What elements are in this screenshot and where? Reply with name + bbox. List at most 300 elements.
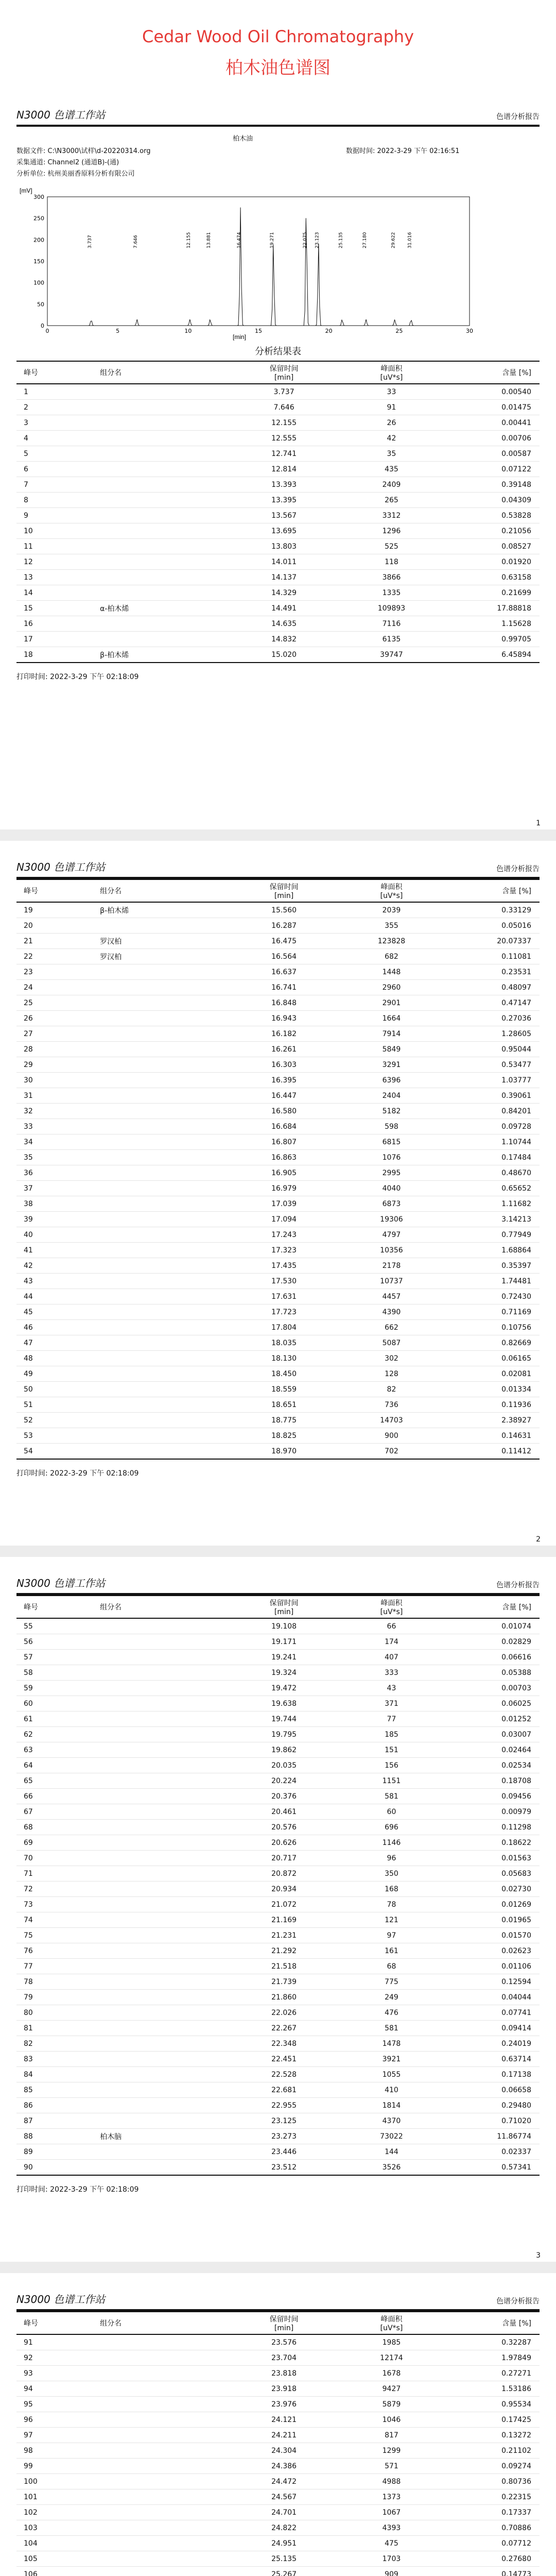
- cell-content-percent: 0.32287: [442, 2334, 540, 2350]
- cell-component-name: [99, 1681, 227, 1696]
- cell-retention-time: 24.121: [227, 2412, 341, 2428]
- cell-retention-time: 20.717: [227, 1851, 341, 1866]
- cell-peak-area: 5879: [341, 2397, 442, 2412]
- cell-component-name: [99, 1990, 227, 2005]
- cell-peak-area: 2995: [341, 1165, 442, 1181]
- table-row: [16, 1618, 540, 1634]
- cell-peak-area: 4370: [341, 2113, 442, 2129]
- cell-component-name: [99, 1165, 227, 1181]
- cell-peak-area: 1151: [341, 1773, 442, 1789]
- cell-peak-number: 45: [16, 1304, 99, 1320]
- table-row: [16, 616, 540, 632]
- cell-retention-time: 13.567: [227, 508, 341, 523]
- data-file-label: 数据文件:: [16, 147, 46, 155]
- cell-content-percent: 0.05016: [442, 918, 540, 934]
- cell-component-name: [99, 1150, 227, 1165]
- cell-peak-area: 5849: [341, 1042, 442, 1057]
- table-row: [16, 1696, 540, 1711]
- cell-peak-area: 174: [341, 1634, 442, 1650]
- cell-component-name: [99, 2551, 227, 2567]
- cell-content-percent: 0.18708: [442, 1773, 540, 1789]
- cell-retention-time: 22.955: [227, 2098, 341, 2113]
- cell-component-name: [99, 2144, 227, 2160]
- cell-content-percent: 0.01074: [442, 1618, 540, 1634]
- cell-component-name: [99, 2443, 227, 2459]
- cell-retention-time: 18.450: [227, 1366, 341, 1382]
- peak-table: [16, 361, 540, 663]
- cell-content-percent: 1.97849: [442, 2350, 540, 2366]
- cell-peak-number: 13: [16, 570, 99, 585]
- cell-peak-number: 23: [16, 964, 99, 980]
- analyst-row: [16, 168, 135, 178]
- cell-retention-time: 22.528: [227, 2067, 341, 2082]
- cell-peak-area: 2404: [341, 1088, 442, 1104]
- cell-component-name: [99, 1212, 227, 1227]
- cell-peak-number: 34: [16, 1134, 99, 1150]
- cell-peak-area: 249: [341, 1990, 442, 2005]
- cell-content-percent: 0.03007: [442, 1727, 540, 1742]
- cell-peak-area: 2039: [341, 902, 442, 918]
- cell-peak-number: 6: [16, 462, 99, 477]
- cell-retention-time: 18.559: [227, 1382, 341, 1397]
- table-row: [16, 1851, 540, 1866]
- cell-content-percent: 0.23531: [442, 964, 540, 980]
- table-row: [16, 1351, 540, 1366]
- cell-peak-area: 6873: [341, 1196, 442, 1212]
- cell-component-name: [99, 1073, 227, 1088]
- header-peak-number: 峰号: [16, 879, 99, 902]
- table-row: [16, 477, 540, 493]
- print-time-footer: [16, 1468, 545, 1478]
- print-time: 2022-3-29 下午 02:18:09: [50, 1469, 139, 1478]
- header-rt-unit: [min]: [274, 1608, 294, 1616]
- cell-component-name: [99, 2005, 227, 2021]
- cell-component-name: [99, 2350, 227, 2366]
- cell-component-name: [99, 632, 227, 647]
- cell-peak-number: 41: [16, 1243, 99, 1258]
- cell-content-percent: 0.00979: [442, 1804, 540, 1820]
- peak-table: [16, 2311, 540, 2576]
- cell-peak-number: 48: [16, 1351, 99, 1366]
- cell-component-name: 柏木脑: [99, 2129, 227, 2144]
- cell-content-percent: 0.01563: [442, 1851, 540, 1866]
- cell-retention-time: 17.631: [227, 1289, 341, 1304]
- cell-content-percent: 0.80736: [442, 2474, 540, 2489]
- cell-peak-area: 12174: [341, 2350, 442, 2366]
- cell-peak-area: 78: [341, 1897, 442, 1912]
- cell-content-percent: 0.05683: [442, 1866, 540, 1882]
- cell-component-name: α-柏木烯: [99, 601, 227, 616]
- cell-peak-number: 16: [16, 616, 99, 632]
- cell-peak-area: 265: [341, 493, 442, 508]
- cell-peak-area: 168: [341, 1882, 442, 1897]
- channel: Channel2 (通道B)-(通): [47, 159, 119, 166]
- cell-component-name: [99, 1711, 227, 1727]
- cell-peak-area: 156: [341, 1758, 442, 1773]
- cell-retention-time: 14.832: [227, 632, 341, 647]
- cell-retention-time: 21.072: [227, 1897, 341, 1912]
- cell-retention-time: 21.739: [227, 1974, 341, 1990]
- table-row: [16, 1897, 540, 1912]
- print-time-label: 打印时间:: [16, 1469, 48, 1478]
- cell-peak-number: 38: [16, 1196, 99, 1212]
- cell-content-percent: 0.39061: [442, 1088, 540, 1104]
- table-row: [16, 1011, 540, 1026]
- table-row: [16, 1119, 540, 1134]
- cell-retention-time: 21.231: [227, 1928, 341, 1943]
- cell-peak-area: 1478: [341, 2036, 442, 2052]
- table-row: [16, 1928, 540, 1943]
- cell-retention-time: 12.555: [227, 431, 341, 446]
- table-row: [16, 2536, 540, 2551]
- table-row: [16, 1444, 540, 1460]
- cell-content-percent: 0.53828: [442, 508, 540, 523]
- table-row: [16, 431, 540, 446]
- cell-peak-number: 75: [16, 1928, 99, 1943]
- cell-content-percent: 0.00587: [442, 446, 540, 462]
- cell-peak-area: 7914: [341, 1026, 442, 1042]
- cell-peak-number: 66: [16, 1789, 99, 1804]
- cell-peak-area: 82: [341, 1382, 442, 1397]
- table-row: [16, 2567, 540, 2576]
- cell-content-percent: 0.10756: [442, 1320, 540, 1335]
- cell-content-percent: 0.01475: [442, 400, 540, 415]
- table-row: [16, 1974, 540, 1990]
- cell-retention-time: 17.323: [227, 1243, 341, 1258]
- cell-component-name: [99, 1727, 227, 1742]
- cell-peak-area: 571: [341, 2459, 442, 2474]
- cell-peak-number: 9: [16, 508, 99, 523]
- cell-content-percent: 0.17138: [442, 2067, 540, 2082]
- cell-retention-time: 20.576: [227, 1820, 341, 1835]
- cell-peak-number: 84: [16, 2067, 99, 2082]
- cell-peak-number: 70: [16, 1851, 99, 1866]
- table-row: [16, 934, 540, 949]
- brand-name: N3000 色谱工作站: [16, 1577, 106, 1589]
- cell-peak-area: 333: [341, 1665, 442, 1681]
- x-tick-label: 15: [255, 328, 262, 334]
- cell-retention-time: 17.530: [227, 1274, 341, 1289]
- cell-content-percent: 1.74481: [442, 1274, 540, 1289]
- y-tick-label: 0: [41, 323, 44, 329]
- table-row: [16, 2350, 540, 2366]
- cell-content-percent: 0.04044: [442, 1990, 540, 2005]
- cell-peak-number: 28: [16, 1042, 99, 1057]
- cell-peak-number: 29: [16, 1057, 99, 1073]
- cell-component-name: [99, 1026, 227, 1042]
- cell-peak-number: 36: [16, 1165, 99, 1181]
- table-row: [16, 1820, 540, 1835]
- cell-component-name: [99, 1789, 227, 1804]
- cell-content-percent: 0.01334: [442, 1382, 540, 1397]
- sample-name-row: [233, 133, 253, 143]
- table-row: [16, 647, 540, 663]
- cell-retention-time: 16.395: [227, 1073, 341, 1088]
- chromatogram-trace: [47, 208, 470, 326]
- cell-retention-time: 16.580: [227, 1104, 341, 1119]
- peak-label: 16.474: [237, 232, 242, 248]
- cell-peak-number: 47: [16, 1335, 99, 1351]
- cell-retention-time: 25.267: [227, 2567, 341, 2576]
- header-rt-unit: [min]: [274, 892, 294, 900]
- cell-peak-number: 102: [16, 2505, 99, 2520]
- table-row: [16, 1026, 540, 1042]
- cell-content-percent: 0.07122: [442, 462, 540, 477]
- cell-peak-area: 73022: [341, 2129, 442, 2144]
- cell-peak-number: 26: [16, 1011, 99, 1026]
- cell-peak-area: 1299: [341, 2443, 442, 2459]
- cell-retention-time: 16.287: [227, 918, 341, 934]
- cell-content-percent: 0.65652: [442, 1181, 540, 1196]
- table-row: [16, 902, 540, 918]
- cell-content-percent: 17.88818: [442, 601, 540, 616]
- table-row: [16, 1134, 540, 1150]
- cell-peak-number: 50: [16, 1382, 99, 1397]
- table-row: [16, 601, 540, 616]
- cell-peak-area: 1296: [341, 523, 442, 539]
- table-row: [16, 1835, 540, 1851]
- x-tick-label: 20: [325, 328, 333, 334]
- header-content-percent: 含量 [%]: [442, 1596, 540, 1618]
- cell-component-name: [99, 2520, 227, 2536]
- cell-peak-area: 1373: [341, 2489, 442, 2505]
- cell-peak-number: 1: [16, 384, 99, 400]
- report-name: 色谱分析报告: [496, 2297, 540, 2306]
- cell-component-name: [99, 2567, 227, 2576]
- peak-label: 19.271: [269, 232, 275, 248]
- report-name: 色谱分析报告: [496, 865, 540, 873]
- header-area-unit: [uV*s]: [380, 2324, 403, 2332]
- cell-retention-time: 24.701: [227, 2505, 341, 2520]
- cell-peak-number: 20: [16, 918, 99, 934]
- table-body: [16, 1618, 540, 2175]
- table-row: [16, 2098, 540, 2113]
- analyst: 杭州美丽香原料分析有限公司: [47, 170, 135, 178]
- cell-retention-time: 12.741: [227, 446, 341, 462]
- cell-component-name: β-柏木烯: [99, 902, 227, 918]
- cell-component-name: [99, 1181, 227, 1196]
- cell-component-name: [99, 477, 227, 493]
- header-content-percent: 含量 [%]: [442, 2312, 540, 2334]
- cell-peak-number: 99: [16, 2459, 99, 2474]
- cell-retention-time: 24.304: [227, 2443, 341, 2459]
- cell-component-name: [99, 1134, 227, 1150]
- cell-peak-area: 2960: [341, 980, 442, 995]
- cell-retention-time: 16.447: [227, 1088, 341, 1104]
- cell-content-percent: 0.09274: [442, 2459, 540, 2474]
- cell-retention-time: 17.039: [227, 1196, 341, 1212]
- cell-retention-time: 22.348: [227, 2036, 341, 2052]
- cell-content-percent: 0.02623: [442, 1943, 540, 1959]
- cell-component-name: [99, 1413, 227, 1428]
- cell-peak-number: 95: [16, 2397, 99, 2412]
- cell-retention-time: 16.943: [227, 1011, 341, 1026]
- cell-peak-area: 4390: [341, 1304, 442, 1320]
- cell-component-name: [99, 2397, 227, 2412]
- table-header-row: [16, 879, 540, 902]
- x-tick-label: 30: [466, 328, 473, 334]
- cell-component-name: [99, 1289, 227, 1304]
- cell-peak-area: 702: [341, 1444, 442, 1460]
- cell-retention-time: 23.704: [227, 2350, 341, 2366]
- header-component-name: 组分名: [99, 1596, 227, 1618]
- cell-content-percent: 0.12594: [442, 1974, 540, 1990]
- print-time-label: 打印时间:: [16, 673, 48, 681]
- cell-peak-number: 11: [16, 539, 99, 554]
- cell-component-name: [99, 1758, 227, 1773]
- cell-retention-time: 17.243: [227, 1227, 341, 1243]
- cell-content-percent: 1.10744: [442, 1134, 540, 1150]
- cell-retention-time: 23.125: [227, 2113, 341, 2129]
- cell-peak-number: 103: [16, 2520, 99, 2536]
- brand-name: N3000 色谱工作站: [16, 861, 106, 873]
- cell-peak-area: 581: [341, 2021, 442, 2036]
- table-row: [16, 2428, 540, 2443]
- cell-content-percent: 0.06165: [442, 1351, 540, 1366]
- table-row: [16, 1959, 540, 1974]
- cell-retention-time: 17.435: [227, 1258, 341, 1274]
- cell-peak-number: 12: [16, 554, 99, 570]
- table-row: [16, 1804, 540, 1820]
- table-row: [16, 1073, 540, 1088]
- cell-peak-number: 57: [16, 1650, 99, 1665]
- cell-peak-number: 40: [16, 1227, 99, 1243]
- cell-content-percent: 0.06025: [442, 1696, 540, 1711]
- cell-peak-area: 96: [341, 1851, 442, 1866]
- cell-peak-number: 76: [16, 1943, 99, 1959]
- cell-content-percent: 0.02730: [442, 1882, 540, 1897]
- cell-component-name: [99, 1820, 227, 1835]
- cell-peak-area: 581: [341, 1789, 442, 1804]
- cell-peak-area: 128: [341, 1366, 442, 1382]
- cell-content-percent: 2.38927: [442, 1413, 540, 1428]
- cell-peak-area: 2178: [341, 1258, 442, 1274]
- table-row: [16, 1196, 540, 1212]
- table-row: [16, 508, 540, 523]
- cell-peak-number: 73: [16, 1897, 99, 1912]
- cell-content-percent: 0.22315: [442, 2489, 540, 2505]
- cell-content-percent: 0.70886: [442, 2520, 540, 2536]
- cell-content-percent: 0.01965: [442, 1912, 540, 1928]
- cell-retention-time: 20.461: [227, 1804, 341, 1820]
- table-row: [16, 1758, 540, 1773]
- y-tick-label: 250: [33, 215, 44, 222]
- cell-peak-area: 1448: [341, 964, 442, 980]
- cell-peak-area: 2409: [341, 477, 442, 493]
- cell-retention-time: 23.512: [227, 2160, 341, 2176]
- cell-peak-area: 525: [341, 539, 442, 554]
- cell-peak-number: 65: [16, 1773, 99, 1789]
- cell-content-percent: 0.95044: [442, 1042, 540, 1057]
- table-row: [16, 2443, 540, 2459]
- page-header: [16, 2287, 540, 2311]
- cell-retention-time: 21.292: [227, 1943, 341, 1959]
- cell-peak-area: 68: [341, 1959, 442, 1974]
- chromatogram-time-label: [min]: [233, 333, 247, 341]
- cell-retention-time: 19.171: [227, 1634, 341, 1650]
- page-separator: [0, 829, 556, 841]
- cell-peak-area: 1985: [341, 2334, 442, 2350]
- cell-peak-number: 81: [16, 2021, 99, 2036]
- table-row: [16, 1258, 540, 1274]
- cell-peak-number: 7: [16, 477, 99, 493]
- cell-retention-time: 15.020: [227, 647, 341, 663]
- cell-component-name: [99, 1897, 227, 1912]
- table-row: [16, 1634, 540, 1650]
- cell-content-percent: 0.04309: [442, 493, 540, 508]
- cell-peak-number: 24: [16, 980, 99, 995]
- cell-retention-time: 21.518: [227, 1959, 341, 1974]
- table-row: [16, 1335, 540, 1351]
- cell-component-name: [99, 1382, 227, 1397]
- cell-component-name: [99, 1042, 227, 1057]
- cell-component-name: [99, 1104, 227, 1119]
- cell-retention-time: 16.261: [227, 1042, 341, 1057]
- table-row: [16, 585, 540, 601]
- document-title-zh: 柏木油色谱图: [225, 58, 331, 78]
- table-row: [16, 1181, 540, 1196]
- cell-content-percent: 1.11682: [442, 1196, 540, 1212]
- cell-content-percent: 0.07712: [442, 2536, 540, 2551]
- cell-content-percent: 0.17337: [442, 2505, 540, 2520]
- cell-component-name: [99, 2036, 227, 2052]
- cell-content-percent: 0.11298: [442, 1820, 540, 1835]
- cell-retention-time: 22.026: [227, 2005, 341, 2021]
- cell-content-percent: 0.13272: [442, 2428, 540, 2443]
- cell-content-percent: 20.07337: [442, 934, 540, 949]
- print-time-footer: [16, 671, 545, 682]
- cell-peak-area: 7116: [341, 616, 442, 632]
- cell-component-name: [99, 1912, 227, 1928]
- header-rt-unit: [min]: [274, 374, 294, 382]
- cell-component-name: [99, 400, 227, 415]
- header-component-name: 组分名: [99, 361, 227, 384]
- cell-peak-area: 1703: [341, 2551, 442, 2567]
- cell-component-name: [99, 1320, 227, 1335]
- table-row: [16, 1289, 540, 1304]
- table-row: [16, 446, 540, 462]
- cell-component-name: [99, 539, 227, 554]
- page-separator: [0, 2262, 556, 2273]
- cell-peak-area: 696: [341, 1820, 442, 1835]
- cell-component-name: [99, 1943, 227, 1959]
- cell-component-name: [99, 1742, 227, 1758]
- table-row: [16, 1057, 540, 1073]
- cell-retention-time: 3.737: [227, 384, 341, 400]
- cell-content-percent: 1.15628: [442, 616, 540, 632]
- cell-content-percent: 0.06616: [442, 1650, 540, 1665]
- cell-content-percent: 0.06658: [442, 2082, 540, 2098]
- cell-peak-number: 2: [16, 400, 99, 415]
- cell-content-percent: 0.08527: [442, 539, 540, 554]
- table-row: [16, 2129, 540, 2144]
- table-row: [16, 2067, 540, 2082]
- cell-peak-number: 92: [16, 2350, 99, 2366]
- cell-content-percent: 0.33129: [442, 902, 540, 918]
- cell-component-name: [99, 616, 227, 632]
- channel-row: [16, 157, 119, 166]
- cell-peak-number: 62: [16, 1727, 99, 1742]
- header-peak-area: [341, 361, 442, 384]
- table-row: [16, 2520, 540, 2536]
- cell-content-percent: 0.02337: [442, 2144, 540, 2160]
- table-row: [16, 1742, 540, 1758]
- cell-retention-time: 16.564: [227, 949, 341, 964]
- table-row: [16, 2489, 540, 2505]
- table-row: [16, 415, 540, 431]
- cell-content-percent: 0.01252: [442, 1711, 540, 1727]
- page-number: 1: [536, 819, 541, 827]
